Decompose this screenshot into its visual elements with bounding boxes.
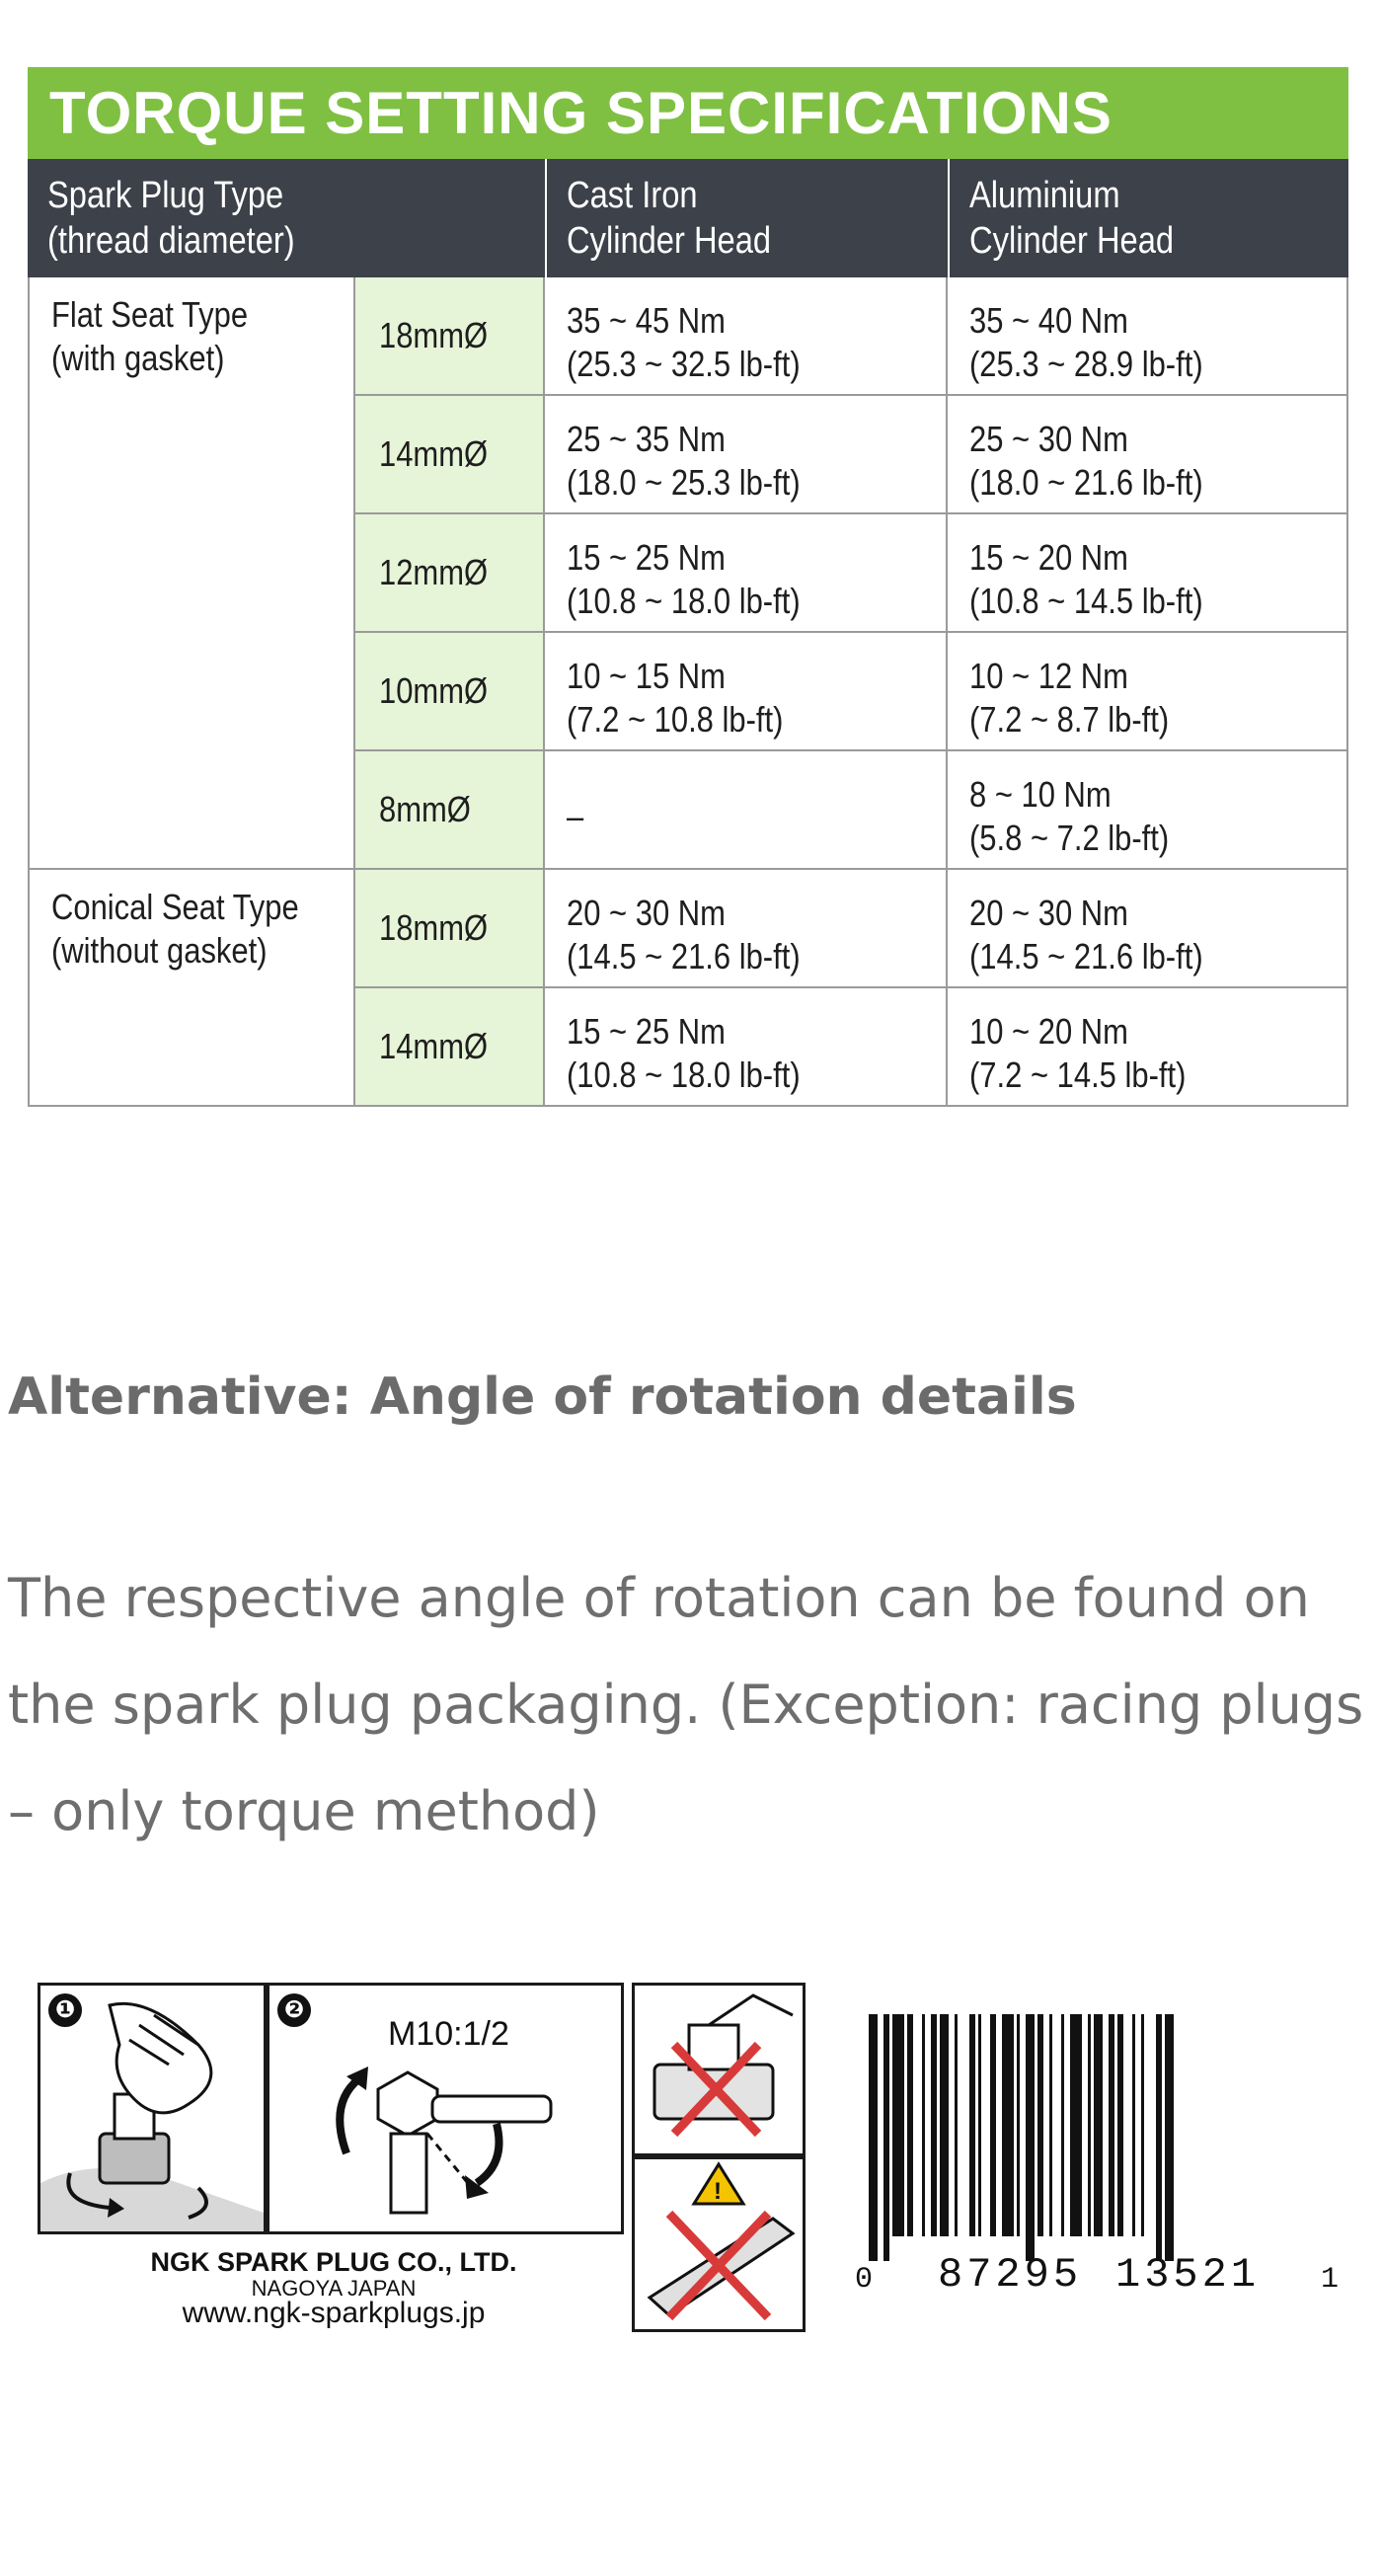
thread-size-cell: 14mmØ: [355, 988, 545, 1107]
barcode-bar: [883, 2014, 889, 2261]
cast-iron-torque-cell: 10 ~ 15 Nm (7.2 ~ 10.8 lb-ft): [545, 633, 948, 751]
cast-iron-torque-cell: 15 ~ 25 Nm (10.8 ~ 18.0 lb-ft): [545, 988, 948, 1107]
thread-size-cell: 18mmØ: [355, 277, 545, 396]
barcode-bar: [1088, 2014, 1091, 2236]
aluminium-torque-cell: 15 ~ 20 Nm (10.8 ~ 14.5 lb-ft): [948, 514, 1348, 633]
aluminium-torque-cell: 8 ~ 10 Nm (5.8 ~ 7.2 lb-ft): [948, 751, 1348, 870]
hand-tighten-icon: [40, 1986, 264, 2231]
thread-ratio: M10:1/2: [388, 2015, 509, 2053]
aluminium-torque-cell: 10 ~ 12 Nm (7.2 ~ 8.7 lb-ft): [948, 633, 1348, 751]
barcode-bar: [1037, 2014, 1043, 2236]
header-spark-plug-type: Spark Plug Type (thread diameter): [28, 159, 545, 277]
barcode-bar: [1132, 2014, 1135, 2236]
aluminium-torque-cell: 20 ~ 30 Nm (14.5 ~ 21.6 lb-ft): [948, 870, 1348, 988]
step2-panel: [267, 1983, 624, 2234]
prohibited-panel-bottom: [632, 2156, 806, 2332]
section-body: The respective angle of rotation can be found on the spark plug packaging. (Exception: racing plugs – only torque method): [8, 1567, 1364, 1842]
thread-size-cell: 14mmØ: [355, 396, 545, 514]
cast-iron-torque-cell: 35 ~ 45 Nm (25.3 ~ 32.5 lb-ft): [545, 277, 948, 396]
barcode-right-digits: 13521: [1115, 2251, 1261, 2299]
barcode-bar: [1109, 2014, 1114, 2236]
barcode-bar: [1117, 2014, 1123, 2236]
company-name: NGK SPARK PLUG CO., LTD.: [150, 2247, 517, 2277]
step2-number: ❷: [277, 1993, 311, 2027]
header-aluminium: Aluminium Cylinder Head: [948, 159, 1348, 277]
aluminium-torque-cell: 35 ~ 40 Nm (25.3 ~ 28.9 lb-ft): [948, 277, 1348, 396]
barcode-bar: [1165, 2014, 1174, 2261]
barcode-bar: [1049, 2014, 1052, 2236]
barcode-bar: [1002, 2014, 1014, 2236]
impact-wrench-prohibited-icon: [635, 1986, 803, 2153]
section-heading: Alternative: Angle of rotation details: [8, 1367, 1077, 1427]
prohibited-panel-top: [632, 1983, 806, 2156]
svg-text:!: !: [714, 2178, 722, 2205]
step1-panel: [38, 1983, 267, 2234]
barcode-check-digit: 1: [1321, 2263, 1340, 2297]
wrench-rotation-icon: [269, 1986, 621, 2231]
barcode-bar: [1141, 2014, 1144, 2236]
torque-table: [28, 67, 1348, 1106]
barcode-bar: [869, 2014, 878, 2261]
barcode-bar: [978, 2014, 981, 2236]
aluminium-torque-cell: 25 ~ 30 Nm (18.0 ~ 21.6 lb-ft): [948, 396, 1348, 514]
thread-size-cell: 10mmØ: [355, 633, 545, 751]
aluminium-torque-cell: 10 ~ 20 Nm (7.2 ~ 14.5 lb-ft): [948, 988, 1348, 1107]
company-url: www.ngk-sparkplugs.jp: [182, 2297, 486, 2329]
cast-iron-torque-cell: 25 ~ 35 Nm (18.0 ~ 25.3 lb-ft): [545, 396, 948, 514]
plug-type-cell: Flat Seat Type (with gasket): [28, 277, 355, 870]
cast-iron-torque-cell: 20 ~ 30 Nm (14.5 ~ 21.6 lb-ft): [545, 870, 948, 988]
barcode-bar: [940, 2014, 949, 2236]
cast-iron-torque-cell: –: [545, 751, 948, 870]
barcode-bar: [1156, 2014, 1162, 2261]
plug-type-cell: Conical Seat Type (without gasket): [28, 870, 355, 1107]
thread-size-cell: 18mmØ: [355, 870, 545, 988]
barcode-lead-digit: 0: [855, 2263, 874, 2297]
barcode-bar: [1070, 2014, 1082, 2236]
barcode-bar: [892, 2014, 904, 2236]
table-title: TORQUE SETTING SPECIFICATIONS: [28, 67, 1348, 159]
barcode-bar: [990, 2014, 996, 2236]
warning-icon: [635, 2159, 803, 2329]
barcode-bar: [969, 2014, 975, 2236]
barcode-bar: [1061, 2014, 1064, 2236]
barcode: [829, 2014, 1382, 2330]
barcode-bar: [1017, 2014, 1020, 2236]
barcode-bar: [907, 2014, 913, 2236]
thread-size-cell: 12mmØ: [355, 514, 545, 633]
barcode-left-digits: 87295: [938, 2251, 1083, 2299]
thread-size-cell: 8mmØ: [355, 751, 545, 870]
barcode-bar: [931, 2014, 937, 2236]
barcode-bar: [1094, 2014, 1103, 2236]
barcode-bar: [1026, 2014, 1035, 2261]
company-city: NAGOYA JAPAN: [251, 2276, 417, 2301]
barcode-bar: [955, 2014, 958, 2236]
barcode-bars: [829, 2014, 1382, 2261]
barcode-bar: [922, 2014, 925, 2236]
header-cast-iron: Cast Iron Cylinder Head: [545, 159, 948, 277]
step1-number: ❶: [48, 1993, 82, 2027]
cast-iron-torque-cell: 15 ~ 25 Nm (10.8 ~ 18.0 lb-ft): [545, 514, 948, 633]
